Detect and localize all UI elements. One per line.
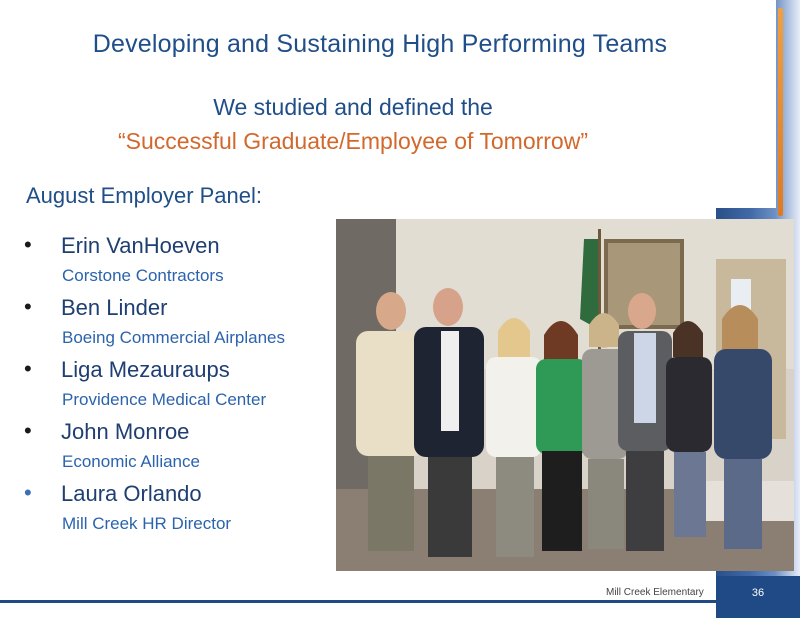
decoration-orange-streak: [778, 8, 783, 216]
bullet: •: [24, 356, 32, 381]
panelist-name: John Monroe: [61, 419, 190, 444]
panelist-org: Boeing Commercial Airplanes: [62, 328, 285, 347]
bullet: •: [24, 232, 32, 257]
footer-rule: [0, 600, 716, 603]
page-number: 36: [751, 587, 765, 599]
panelist-name: Laura Orlando: [61, 481, 202, 506]
panelist-name: Erin VanHoeven: [61, 233, 220, 258]
slide-title: Developing and Sustaining High Performing Teams: [92, 30, 668, 58]
subtitle-line-1: We studied and defined the: [213, 94, 493, 120]
bullet: •: [24, 480, 32, 505]
panel-heading: August Employer Panel:: [26, 183, 263, 208]
panelist-org: Mill Creek HR Director: [62, 514, 232, 533]
panelist-org: Corstone Contractors: [62, 266, 224, 285]
group-photo: [336, 219, 794, 571]
subtitle-line-2: “Successful Graduate/Employee of Tomorrow”: [118, 128, 588, 154]
footer-school-name: Mill Creek Elementary: [606, 587, 704, 598]
panelist-org: Providence Medical Center: [62, 390, 267, 409]
panelist-org: Economic Alliance: [62, 452, 200, 471]
bullet: •: [24, 294, 32, 319]
bullet: •: [24, 418, 32, 443]
panelist-name: Ben Linder: [61, 295, 168, 320]
panelist-name: Liga Mezauraups: [61, 357, 230, 382]
